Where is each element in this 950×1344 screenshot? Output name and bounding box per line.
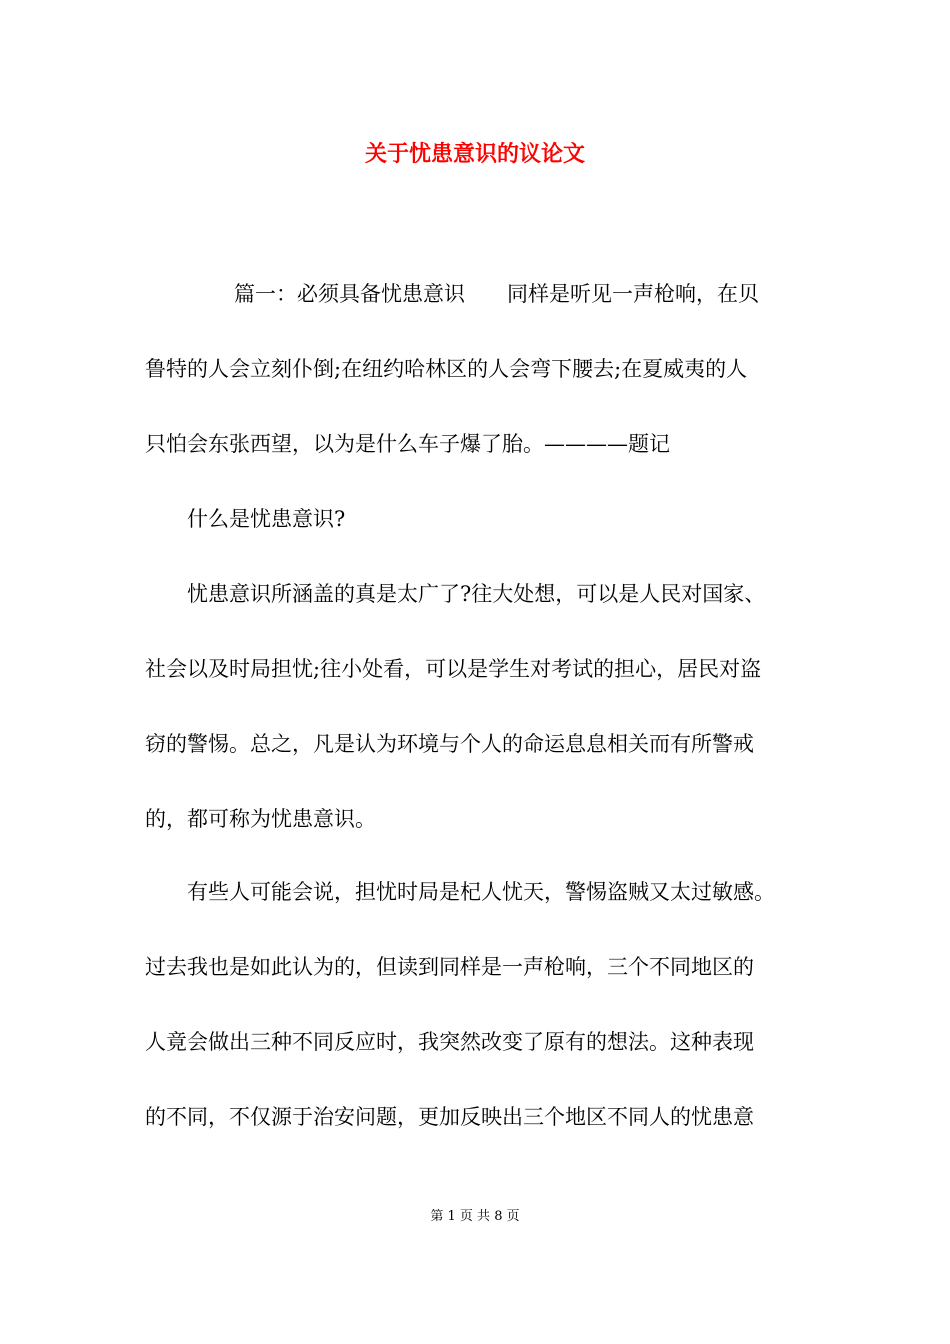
document-title: 关于忧患意识的议论文	[364, 141, 585, 167]
body-line-10: 过去我也是如此认为的，但读到同样是一声枪响，三个不同地区的	[145, 955, 754, 979]
body-line-8: 的，都可称为忧患意识。	[145, 807, 376, 831]
body-line-12: 的不同，不仅源于治安问题，更加反映出三个地区不同人的忧患意	[145, 1105, 754, 1129]
body-line-4: 什么是忧患意识?	[145, 507, 346, 531]
page-number-footer: 第 1 页 共 8 页	[430, 1209, 520, 1224]
body-line-3: 只怕会东张西望，以为是什么车子爆了胎。————题记	[145, 432, 670, 456]
body-line-11: 人竟会做出三种不同反应时，我突然改变了原有的想法。这种表现	[145, 1030, 754, 1054]
body-line-5: 忧患意识所涵盖的真是太广了?往大处想，可以是人民对国家、	[145, 582, 766, 606]
body-line-9: 有些人可能会说，担忧时局是杞人忧天，警惕盗贼又太过敏感。	[145, 880, 775, 904]
body-line-2: 鲁特的人会立刻仆倒;在纽约哈林区的人会弯下腰去;在夏威夷的人	[145, 357, 748, 381]
body-line-6: 社会以及时局担忧;往小处看，可以是学生对考试的担心，居民对盗	[145, 657, 762, 681]
body-line-7: 窃的警惕。总之，凡是认为环境与个人的命运息息相关而有所警戒	[145, 732, 754, 756]
body-line-1: 篇一：必须具备忧患意识 同样是听见一声枪响，在贝	[192, 282, 759, 306]
